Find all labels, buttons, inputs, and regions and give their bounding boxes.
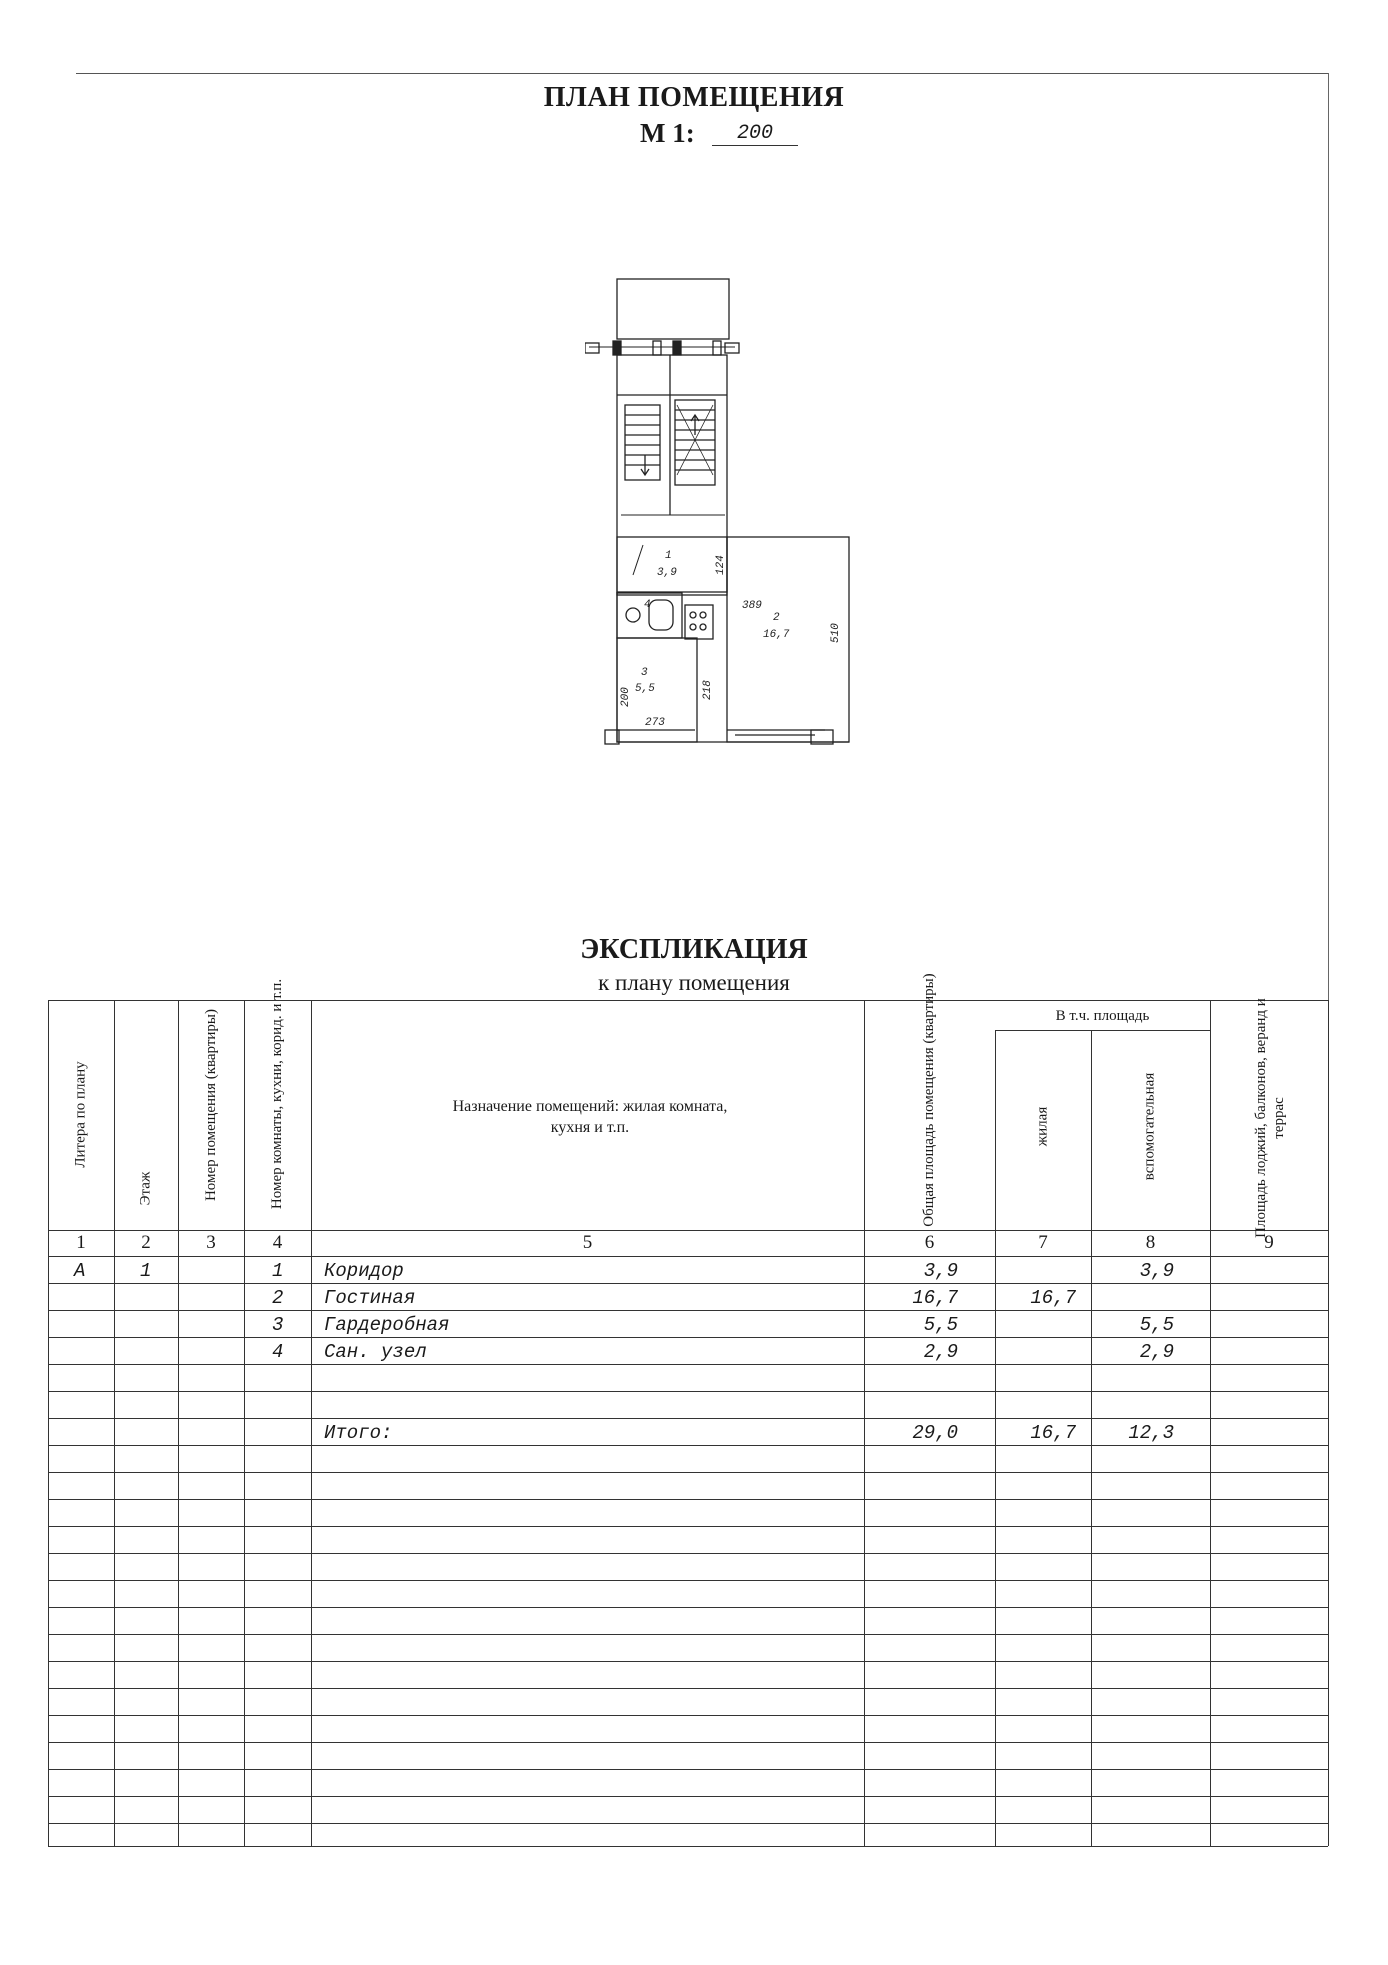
column-number-3: 3 [206,1232,216,1253]
total-auxiliary-area: 12,3 [1128,1422,1174,1444]
column-number-4: 4 [272,1232,283,1253]
column-number-9: 9 [1264,1232,1274,1253]
frame-top-border [76,73,1328,74]
column-number-6: 6 [924,1232,935,1253]
header-purpose: Назначение помещений: жилая комната, кухня и т.п. [452,1098,728,1136]
room-3-number: 3 [641,667,648,679]
room-2-number: 2 [773,612,780,624]
header-loggia-area: Площадь лоджий, балконов, веранд и террас [1253,998,1287,1238]
plan-title: ПЛАН ПОМЕЩЕНИЯ [543,82,845,113]
total-overall-area: 29,0 [912,1422,958,1444]
dim-218: 218 [702,680,714,700]
entrance-block [617,279,729,339]
room-3-area: 5,5 [635,683,655,695]
header-living: жилая [1034,1106,1051,1147]
frame-right-border [1328,73,1329,1003]
dim-510: 510 [830,623,842,643]
row-1-purpose: Коридор [324,1260,404,1282]
column-number-5: 5 [582,1232,593,1253]
header-floor: Этаж [137,1171,154,1206]
stairwell-outline [617,355,727,595]
scale-label: М 1: [640,118,695,148]
room-1-corridor [617,537,727,592]
header-total-area: Общая площадь помещения (квартиры) [921,973,937,1227]
room-1-number: 1 [665,550,672,562]
column-number-7: 7 [1038,1232,1048,1253]
explication-title: ЭКСПЛИКАЦИЯ [580,934,808,965]
dim-200: 200 [620,687,632,707]
row-3-total-area: 5,5 [923,1314,958,1336]
row-4-room-number: 4 [272,1341,284,1363]
row-1-floor: 1 [140,1260,152,1282]
row-1-total-area: 3,9 [923,1260,958,1282]
dim-273: 273 [645,717,665,729]
row-1-auxiliary-area: 3,9 [1139,1260,1174,1282]
row-3-auxiliary-area: 5,5 [1139,1314,1174,1336]
column-number-8: 8 [1145,1232,1156,1253]
total-living-area: 16,7 [1030,1422,1076,1444]
row-3-purpose: Гардеробная [324,1314,450,1336]
row-2-total-area: 16,7 [912,1287,958,1309]
stair-flight-left [625,405,660,480]
room-4-number: 4 [644,599,651,611]
scale-value: 200 [712,122,798,146]
row-2-living-area: 16,7 [1030,1287,1076,1309]
floor-plan-drawing [585,275,855,745]
row-4-purpose: Сан. узел [324,1341,427,1363]
header-apartment-number: Номер помещения (квартиры) [203,1008,219,1202]
row-3-room-number: 3 [272,1314,284,1336]
explication-subtitle: к плану помещения [598,970,790,995]
total-label: Итого: [324,1422,393,1444]
dim-389: 389 [742,600,762,612]
dim-124: 124 [715,555,727,575]
row-1-room-number: 1 [272,1260,284,1282]
room-1-area: 3,9 [657,567,677,579]
header-litera: Литера по плану [72,1061,89,1168]
header-room-number: Номер комнаты, кухни, корид. и т.п. [269,978,285,1210]
row-1-litera: А [74,1260,86,1282]
row-4-total-area: 2,9 [923,1341,958,1363]
row-2-room-number: 2 [272,1287,284,1309]
room-2-area: 16,7 [763,629,790,641]
header-auxiliary: вспомогательная [1141,1072,1158,1181]
column-number-1: 1 [76,1232,86,1253]
row-2-purpose: Гостиная [324,1287,416,1309]
column-number-2: 2 [141,1232,151,1253]
header-including-area: В т.ч. площадь [1055,1008,1150,1024]
row-4-auxiliary-area: 2,9 [1139,1341,1174,1363]
